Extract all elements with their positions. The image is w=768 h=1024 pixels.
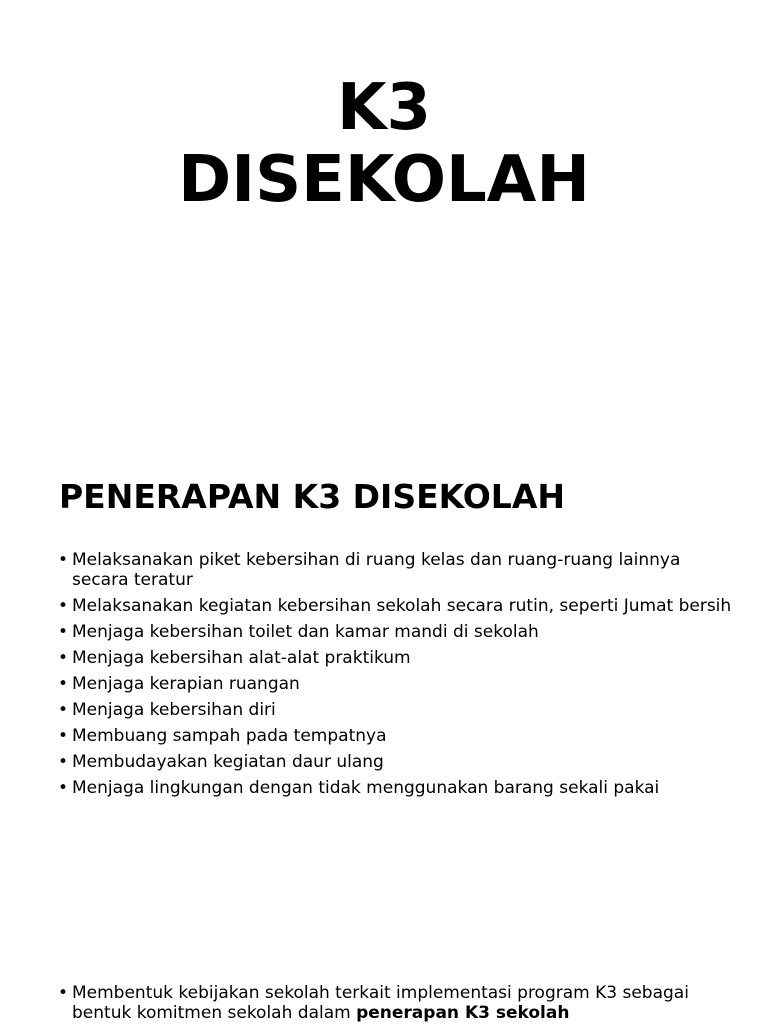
bullet-dot: • (58, 622, 69, 642)
bullet-dot: • (58, 700, 69, 720)
list-item-text: Menjaga kebersihan diri (72, 700, 276, 720)
list-item-text: Melaksanakan piket kebersihan di ruang kelas dan ruang-ruang lainnya secara teratur (72, 550, 681, 590)
list-item-text: Melaksanakan kegiatan kebersihan sekolah secara rutin, seperti Jumat bersih (72, 596, 732, 616)
list-item (58, 550, 738, 590)
bullet-dot: • (58, 983, 69, 1003)
next-section-list (58, 983, 738, 1023)
list-item-text: Menjaga kerapian ruangan (72, 674, 300, 694)
bullet-dot: • (58, 752, 69, 772)
section-heading: PENERAPAN K3 DISEKOLAH (59, 477, 565, 516)
list-item-text: Menjaga lingkungan dengan tidak menggunakan barang sekali pakai (72, 778, 660, 798)
title-slide (0, 0, 768, 450)
list-item (58, 752, 738, 772)
list-item-text: Membudayakan kegiatan daur ulang (72, 752, 384, 772)
list-item (58, 778, 738, 798)
bullet-list (58, 550, 738, 804)
list-item (58, 596, 738, 616)
bullet-dot: • (58, 596, 69, 616)
list-item (58, 726, 738, 746)
main-title-line-1: K3 (336, 71, 432, 145)
list-item (58, 622, 738, 642)
bullet-dot: • (58, 674, 69, 694)
list-item-text: Menjaga kebersihan alat-alat praktikum (72, 648, 411, 668)
list-item (58, 983, 738, 1023)
bullet-dot: • (58, 778, 69, 798)
list-item-text: Menjaga kebersihan toilet dan kamar mandi di sekolah (72, 622, 539, 642)
list-item (58, 648, 738, 668)
main-title-line-2: DISEKOLAH (178, 143, 590, 217)
bullet-dot: • (58, 550, 69, 570)
list-item-bold-text: penerapan K3 sekolah (356, 1003, 570, 1023)
list-item (58, 700, 738, 720)
list-item (58, 674, 738, 694)
main-title (0, 72, 768, 216)
bullet-dot: • (58, 648, 69, 668)
bullet-dot: • (58, 726, 69, 746)
list-item-text: Membuang sampah pada tempatnya (72, 726, 387, 746)
list-item-text: Membentuk kebijakan sekolah terkait implementasi program K3 sebagai bentuk komitmen sekolah dalam (72, 983, 689, 1023)
